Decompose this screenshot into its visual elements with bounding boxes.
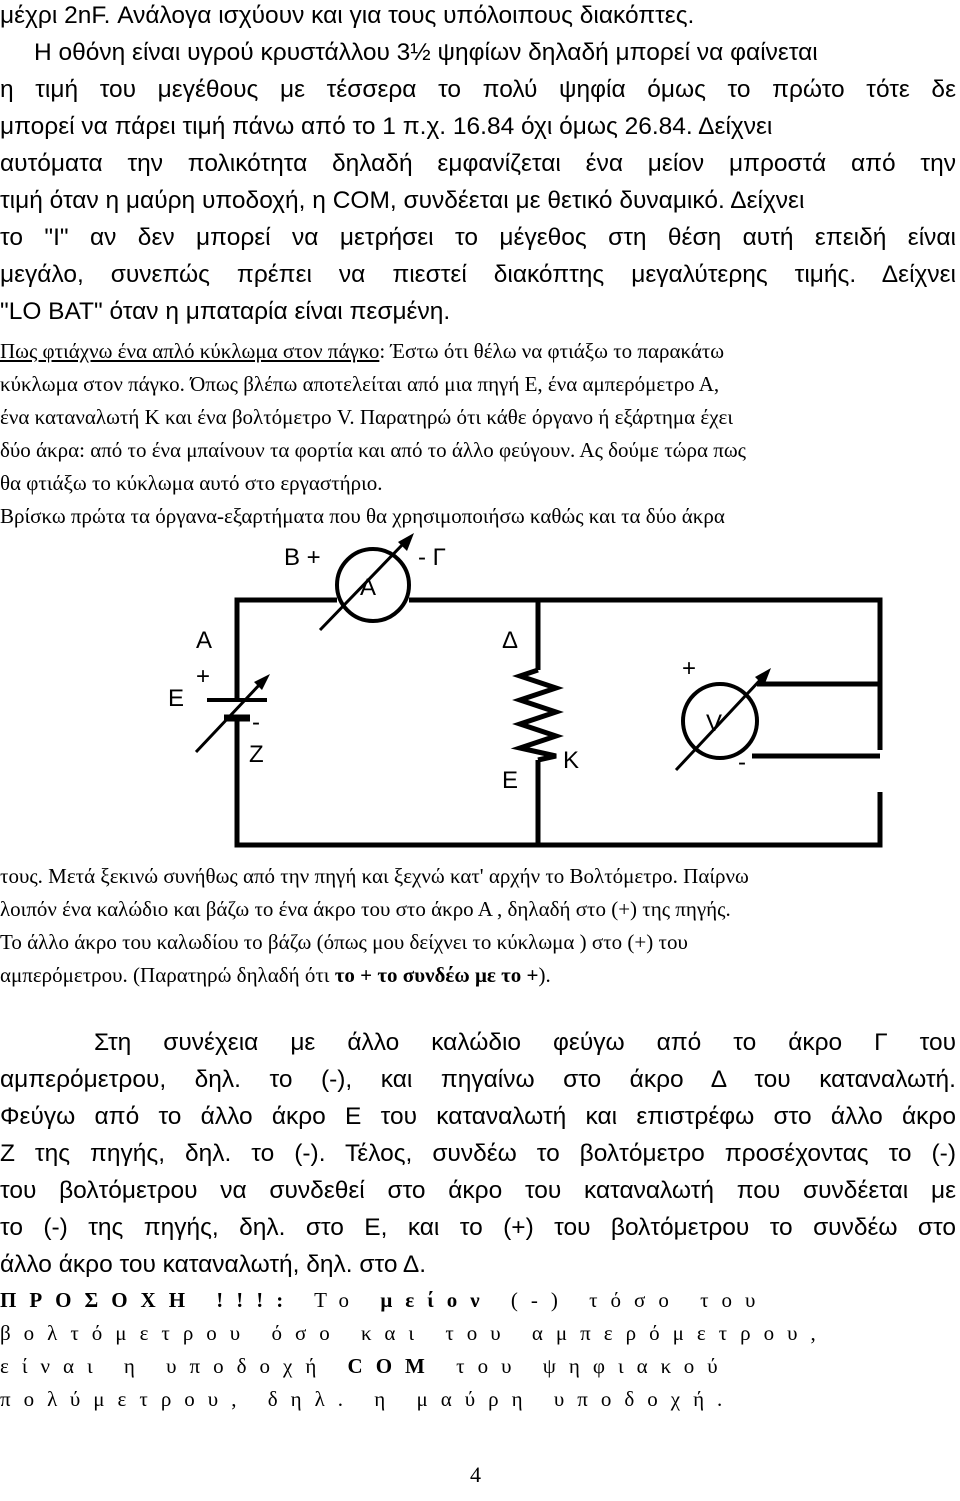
text-line: το "I" αν δεν μπορεί να μετρήσει το μέγεθος στη θέση αυτή επειδή είναι	[0, 224, 956, 251]
text-line: του βολτόμετρου να συνδεθεί στο άκρο του καταναλωτή που συνδέεται με	[0, 1177, 956, 1204]
text-line	[0, 963, 551, 988]
bold-span: COM	[347, 1354, 438, 1378]
source-plus-label: +	[196, 663, 211, 690]
source-minus-label: -	[252, 709, 260, 736]
text-line: Στη συνέχεια με άλλο καλώδιο φεύγω από το άκρο Γ του	[94, 1029, 956, 1056]
ammeter-symbol	[320, 533, 414, 630]
node-delta-label: Δ	[502, 627, 519, 654]
voltmeter-plus-label: +	[682, 655, 697, 682]
wire-ammeter-to-right	[409, 600, 880, 720]
note-line: πολύμετρου, δηλ. η μαύρη υποδοχή.	[0, 1387, 736, 1411]
text-line: κύκλωμα στον πάγκο. Όπως βλέπω αποτελείται από μια πηγή Ε, ένα αμπερόμετρο Α,	[0, 372, 720, 396]
wire-source-to-ammeter	[237, 600, 337, 700]
bold-span: το + το συνδέω με το +	[334, 963, 539, 987]
text-span: Το	[296, 1288, 381, 1312]
text-span: είναι η υποδοχή	[0, 1354, 348, 1378]
node-a-label: A	[196, 627, 213, 654]
circuit-wires	[237, 600, 880, 845]
source-e-label: E	[168, 685, 185, 712]
text-line: Ζ της πηγής, δηλ. το (-). Τέλος, συνδέω το βολτόμετρο προσέχοντας το (-)	[0, 1140, 956, 1167]
text-line: μεγάλο, συνεπώς πρέπει να πιεστεί διακόπτης μεγαλύτερης τιμής. Δείχνει	[0, 261, 956, 288]
ammeter-label: A	[360, 574, 377, 601]
text-span: αμπερόμετρου. (Παρατηρώ δηλαδή ότι	[0, 963, 335, 987]
text-line: θα φτιάξω το κύκλωμα αυτό στο εργαστήριο.	[0, 471, 383, 495]
text-line: "LO BAT" όταν η μπαταρία είναι πεσμένη.	[0, 298, 451, 325]
page-number: 4	[470, 1462, 481, 1487]
text-line: άλλο άκρο του καταναλωτή, δηλ. στο Δ.	[0, 1251, 427, 1278]
section-heading: Πως φτιάχνω ένα απλό κύκλωμα στον πάγκο	[0, 339, 380, 363]
text-line: λοιπόν ένα καλώδιο και βάζω το ένα άκρο του στο άκρο Α , δηλαδή στο (+) της πηγής.	[0, 897, 731, 921]
note-line: βολτόμετρου όσο και του αμπερόμετρου,	[0, 1321, 829, 1345]
text-line: μέχρι 2nF. Ανάλογα ισχύουν και για τους υπόλοιπους διακόπτες.	[0, 2, 695, 29]
text-span: του ψηφιακού	[437, 1354, 731, 1378]
text-span: (-) τόσο του	[492, 1288, 769, 1312]
circuit-diagram	[0, 525, 960, 865]
text-line: Φεύγω από το άλλο άκρο Ε του καταναλωτή και επιστρέφω στο άλλο άκρο	[0, 1103, 956, 1130]
text-line: αμπερόμετρου, δηλ. το (-), και πηγαίνω στο άκρο Δ του καταναλωτή.	[0, 1066, 956, 1093]
text-span: : Έστω ότι θέλω να φτιάξω το παρακάτω	[379, 339, 725, 363]
node-z-label: Z	[249, 741, 264, 768]
node-b-plus-label: B +	[284, 544, 321, 571]
wire-bottom-loop	[237, 720, 880, 845]
text-line: Βρίσκω πρώτα τα όργανα-εξαρτήματα που θα χρησιμοποιήσω καθώς και τα δύο άκρα	[0, 504, 725, 528]
text-line: ένα καταναλωτή Κ και ένα βολτόμετρο V. Παρατηρώ ότι κάθε όργανο ή εξάρτημα έχει	[0, 405, 734, 429]
node-gamma-minus-label: - Γ	[418, 544, 446, 571]
text-line	[0, 339, 724, 364]
voltmeter-minus-label: -	[738, 749, 746, 776]
resistor-zigzag	[520, 670, 556, 760]
node-e-load-label: E	[502, 767, 519, 794]
note-line	[0, 1354, 731, 1379]
resistor-symbol	[520, 670, 556, 760]
note-line	[0, 1288, 768, 1313]
text-span: ).	[538, 963, 551, 987]
text-line: η τιμή του μεγέθους με τέσσερα το πολύ ψηφία όμως το πρώτο τότε δε	[0, 76, 956, 103]
text-line: μπορεί να πάρει τιμή πάνω από το 1 π.χ. 16.84 όχι όμως 26.84. Δείχνει	[0, 113, 773, 140]
load-k-label: K	[563, 747, 580, 774]
text-line: Το άλλο άκρο του καλωδίου το βάζω (όπως μου δείχνει το κύκλωμα ) στο (+) του	[0, 930, 688, 954]
note-warning-title: ΠΡΟΣΟΧΗ !!!:	[0, 1288, 297, 1312]
text-line: αυτόματα την πολικότητα δηλαδή εμφανίζεται ένα μείον μπροστά από την	[0, 150, 956, 177]
text-line: τιμή όταν η μαύρη υποδοχή, η COM, συνδέεται με θετικό δυναμικό. Δείχνει	[0, 187, 805, 214]
text-line: Η οθόνη είναι υγρού κρυστάλλου 3½ ψηφίων δηλαδή μπορεί να φαίνεται	[34, 39, 818, 66]
text-line: δύο άκρα: από το ένα μπαίνουν τα φορτία και από το άλλο φεύγουν. Ας δούμε τώρα πως	[0, 438, 746, 462]
voltmeter-symbol	[676, 668, 880, 770]
text-line: το (-) της πηγής, δηλ. στο Ε, και το (+) του βολτόμετρου το συνδέω στο	[0, 1214, 956, 1241]
voltmeter-label: V	[706, 710, 723, 737]
bold-span: μείον	[380, 1288, 493, 1312]
text-line: τους. Μετά ξεκινώ συνήθως από την πηγή και ξεχνώ κατ' αρχήν το Βολτόμετρο. Παίρνω	[0, 864, 749, 888]
